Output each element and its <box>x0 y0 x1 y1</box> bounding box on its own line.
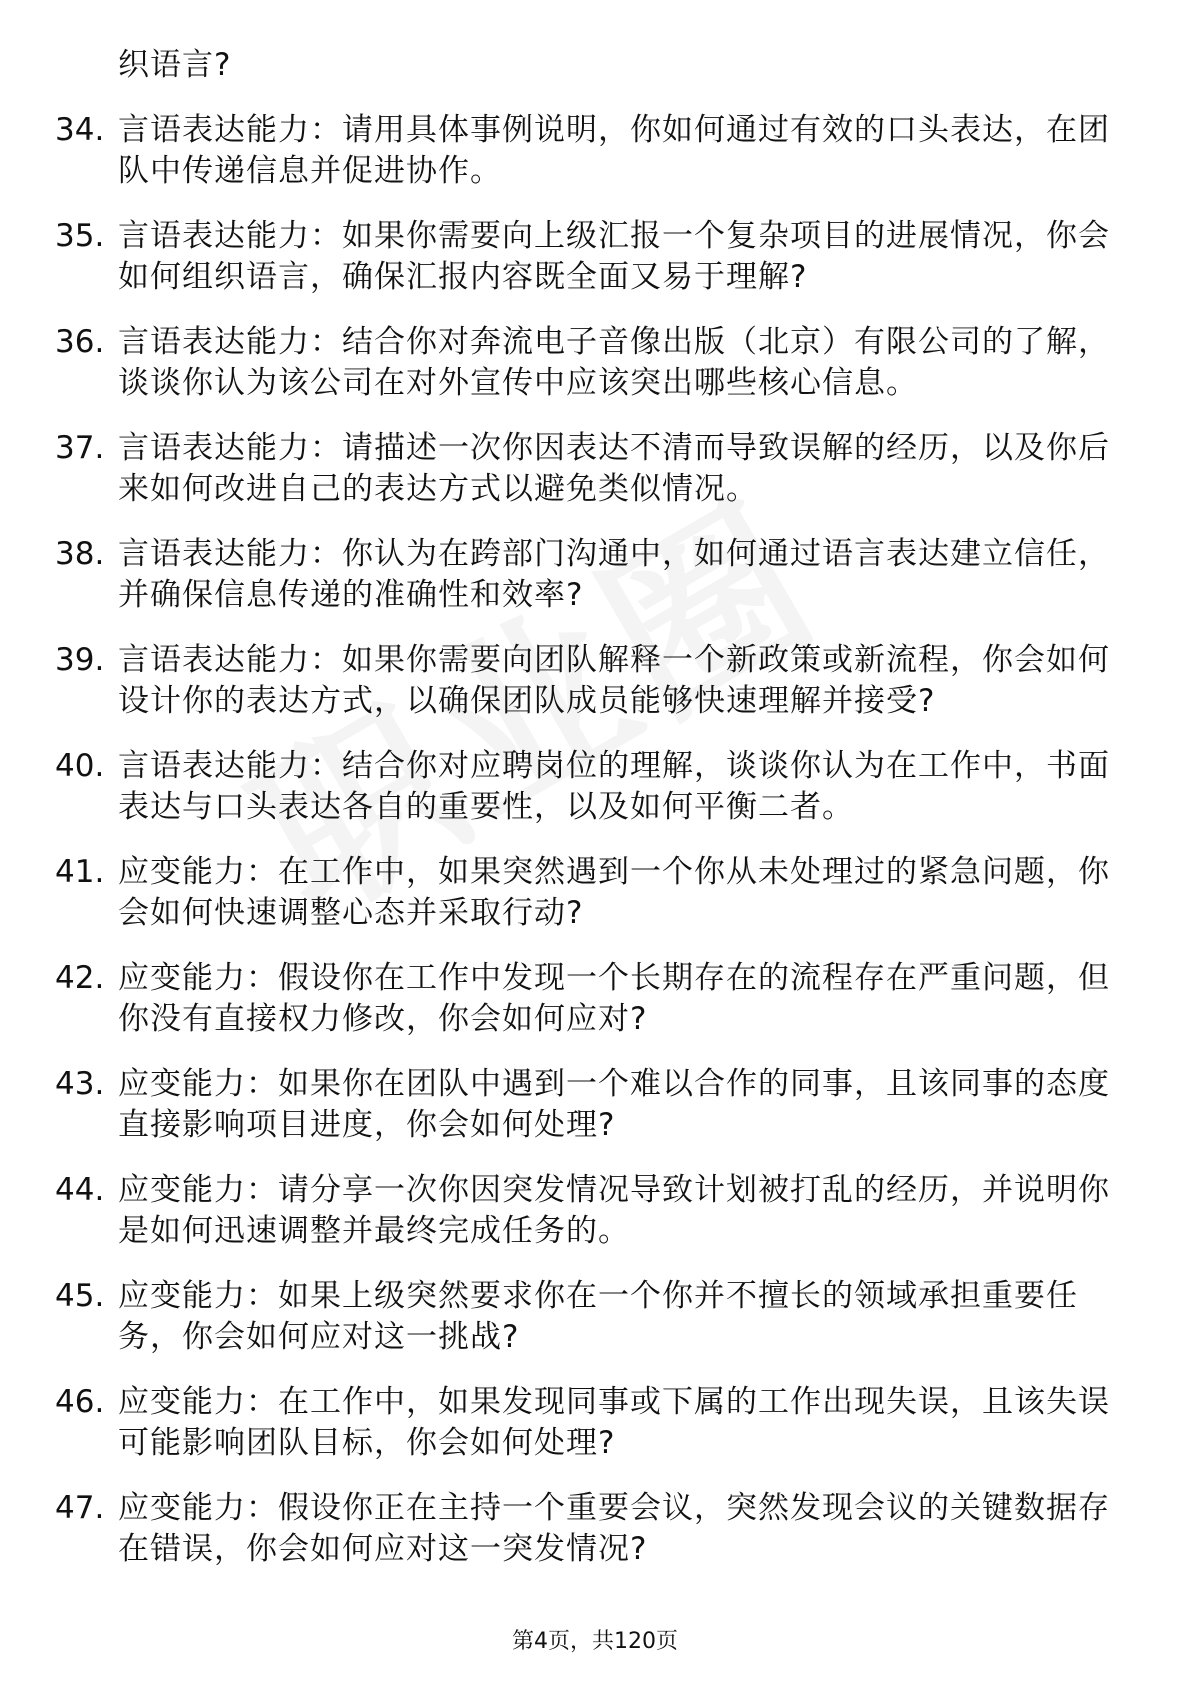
question-text: 应变能力：如果上级突然要求你在一个你并不擅长的领域承担重要任务，你会如何应对这一挑战? <box>118 1278 1078 1355</box>
question-text: 言语表达能力：你认为在跨部门沟通中，如何通过语言表达建立信任，并确保信息传递的准确性和效率? <box>118 536 1110 613</box>
question-item <box>55 216 1135 298</box>
question-item <box>55 852 1135 934</box>
question-text: 言语表达能力：结合你对应聘岗位的理解，谈谈你认为在工作中，书面表达与口头表达各自的重要性，以及如何平衡二者。 <box>118 748 1110 825</box>
continued-question-text: 织语言? <box>118 47 232 83</box>
question-text: 应变能力：在工作中，如果突然遇到一个你从未处理过的紧急问题，你会如何快速调整心态并采取行动? <box>118 854 1110 931</box>
question-number: 42. <box>55 960 105 996</box>
question-item <box>55 1276 1135 1358</box>
question-text: 应变能力：假设你正在主持一个重要会议，突然发现会议的关键数据存在错误，你会如何应对这一突发情况? <box>118 1490 1110 1567</box>
question-number: 36. <box>55 324 105 360</box>
question-text: 言语表达能力：如果你需要向上级汇报一个复杂项目的进展情况，你会如何组织语言，确保汇报内容既全面又易于理解? <box>118 218 1110 295</box>
page-footer: 第4页，共120页 <box>512 1629 678 1654</box>
question-item <box>55 1170 1135 1252</box>
question-text: 应变能力：在工作中，如果发现同事或下属的工作出现失误，且该失误可能影响团队目标，你会如何处理? <box>118 1384 1110 1461</box>
question-number: 44. <box>55 1172 105 1208</box>
question-text: 应变能力：请分享一次你因突发情况导致计划被打乱的经历，并说明你是如何迅速调整并最终完成任务的。 <box>118 1172 1110 1249</box>
question-item <box>55 110 1135 192</box>
question-item <box>55 1382 1135 1464</box>
question-number: 39. <box>55 642 105 678</box>
question-item <box>55 1064 1135 1146</box>
question-text: 言语表达能力：请用具体事例说明，你如何通过有效的口头表达，在团队中传递信息并促进协作。 <box>118 112 1110 189</box>
question-number: 46. <box>55 1384 105 1420</box>
question-number: 45. <box>55 1278 105 1314</box>
question-number: 38. <box>55 536 105 572</box>
question-item <box>55 958 1135 1040</box>
question-text: 言语表达能力：请描述一次你因表达不清而导致误解的经历，以及你后来如何改进自己的表达方式以避免类似情况。 <box>118 430 1110 507</box>
question-text: 言语表达能力：结合你对奔流电子音像出版（北京）有限公司的了解，谈谈你认为该公司在对外宣传中应该突出哪些核心信息。 <box>118 324 1110 401</box>
question-item <box>55 746 1135 828</box>
question-item <box>55 640 1135 722</box>
question-number: 43. <box>55 1066 105 1102</box>
question-item <box>55 534 1135 616</box>
question-item <box>55 322 1135 404</box>
question-number: 34. <box>55 112 105 148</box>
question-item <box>55 1488 1135 1570</box>
question-number: 41. <box>55 854 105 890</box>
question-number: 47. <box>55 1490 105 1526</box>
question-number: 37. <box>55 430 105 466</box>
question-item <box>55 428 1135 510</box>
question-text: 应变能力：假设你在工作中发现一个长期存在的流程存在严重问题，但你没有直接权力修改，你会如何应对? <box>118 960 1110 1037</box>
question-text: 言语表达能力：如果你需要向团队解释一个新政策或新流程，你会如何设计你的表达方式，以确保团队成员能够快速理解并接受? <box>118 642 1110 719</box>
question-number: 40. <box>55 748 105 784</box>
question-list <box>55 42 1135 1594</box>
question-number: 35. <box>55 218 105 254</box>
question-text: 应变能力：如果你在团队中遇到一个难以合作的同事，且该同事的态度直接影响项目进度，你会如何处理? <box>118 1066 1110 1143</box>
